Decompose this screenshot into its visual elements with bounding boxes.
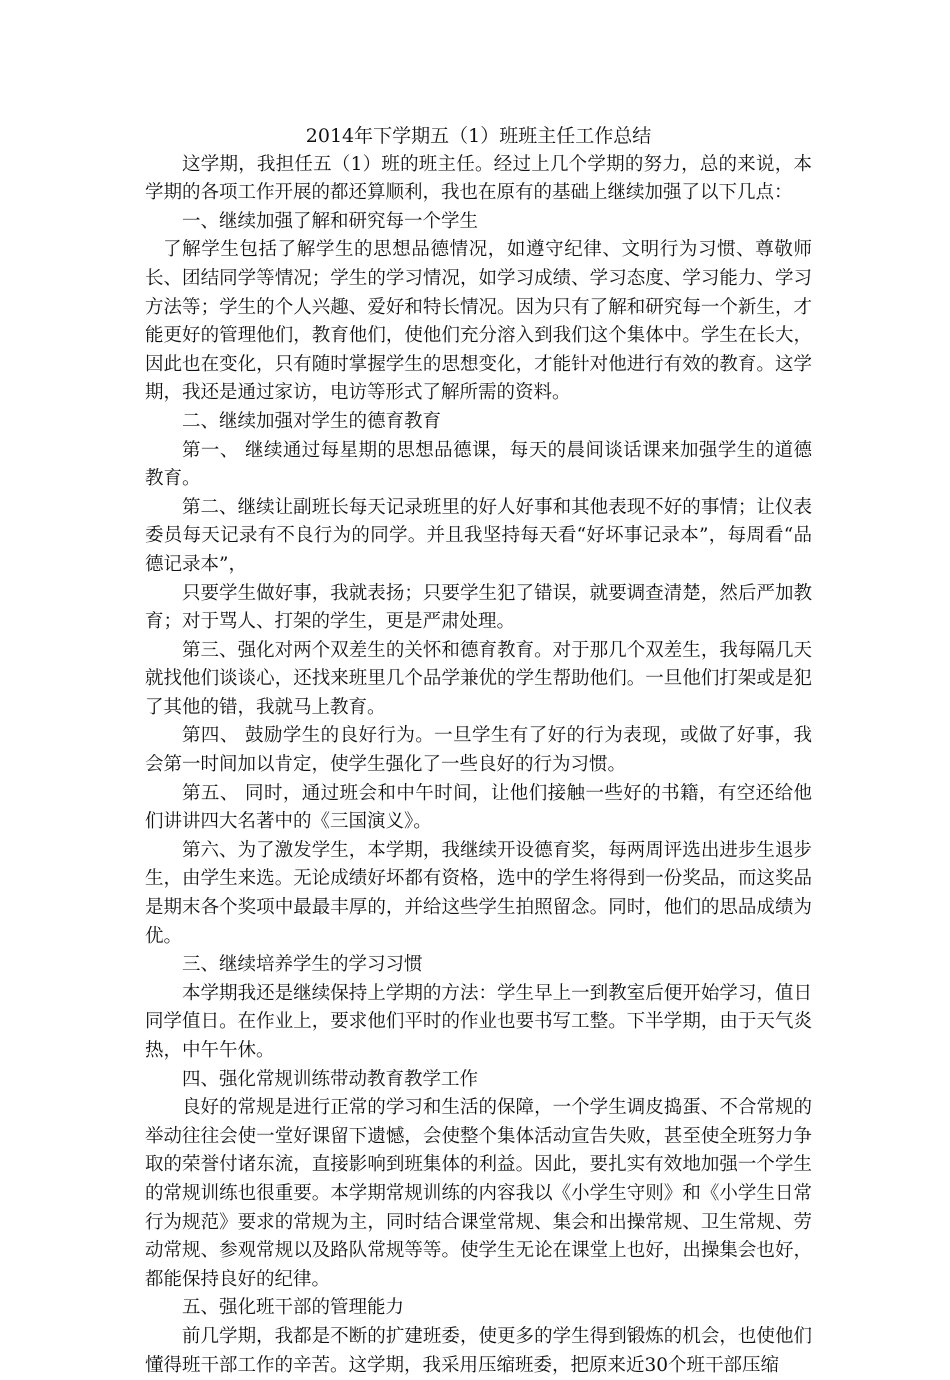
- paragraph: 本学期我还是继续保持上学期的方法：学生早上一到教室后便开始学习，值日同学值日。在作业上，要求他们平时的作业也要书写工整。下半学期，由于天气炎热，中午午休。: [145, 982, 812, 1061]
- section-heading-5: 五、强化班干部的管理能力: [182, 1297, 405, 1319]
- paragraph: 只要学生做好事，我就表扬；只要学生犯了错误，就要调查清楚，然后严加教育；对于骂人、打架的学生，更是严肃处理。: [145, 582, 812, 633]
- paragraph: 第五、 同时，通过班会和中午时间，让他们接触一些好的书籍，有空还给他们讲讲四大名著中的《三国演义》。: [145, 782, 812, 833]
- section-heading-2: 二、继续加强对学生的德育教育: [182, 410, 442, 432]
- section-heading-4: 四、强化常规训练带动教育教学工作: [182, 1068, 479, 1090]
- document-page: [145, 122, 812, 1380]
- paragraph-intro: 这学期，我担任五（1）班的班主任。经过上几个学期的努力，总的来说，本学期的各项工作开展的都还算顺利，我也在原有的基础上继续加强了以下几点：: [145, 153, 812, 204]
- section-heading-1: 一、继续加强了解和研究每一个学生: [182, 210, 479, 232]
- paragraph: 了解学生包括了解学生的思想品德情况，如遵守纪律、文明行为习惯、尊敬师长、团结同学等情况；学生的学习情况，如学习成绩、学习态度、学习能力、学习方法等；学生的个人兴趣、爱好和特长情况。因为只有了解和研究每一个新生，才能更好的管理他们，教育他们，使他们充分溶入到我们这个集体中。学生在长大，因此也在变化，只有随时掌握学生的思想变化，才能针对他进行有效的教育。这学期，我还是通过家访，电访等形式了解所需的资料。: [145, 239, 812, 404]
- paragraph: 第六、为了激发学生，本学期，我继续开设德育奖，每两周评选出进步生退步生，由学生来选。无论成绩好坏都有资格，选中的学生将得到一份奖品，而这奖品是期末各个奖项中最最丰厚的，并给这些学生拍照留念。同时，他们的思品成绩为优。: [145, 839, 812, 947]
- paragraph: 第四、 鼓励学生的良好行为。一旦学生有了好的行为表现，或做了好事，我会第一时间加以肯定，使学生强化了一些良好的行为习惯。: [145, 725, 812, 776]
- paragraph: 第一、 继续通过每星期的思想品德课，每天的晨间谈话课来加强学生的道德教育。: [145, 439, 812, 490]
- section-heading-3: 三、继续培养学生的学习习惯: [182, 954, 423, 976]
- paragraph: 前几学期，我都是不断的扩建班委，使更多的学生得到锻炼的机会，也使他们懂得班干部工作的辛苦。这学期，我采用压缩班委，把原来近30个班干部压缩: [145, 1325, 812, 1376]
- paragraph: 第三、强化对两个双差生的关怀和德育教育。对于那几个双差生，我每隔几天就找他们谈谈心，还找来班里几个品学兼优的学生帮助他们。一旦他们打架或是犯了其他的错，我就马上教育。: [145, 639, 812, 718]
- paragraph: 良好的常规是进行正常的学习和生活的保障，一个学生调皮捣蛋、不合常规的举动往往会使一堂好课留下遗憾，会使整个集体活动宣告失败，甚至使全班努力争取的荣誉付诸东流，直接影响到班集体的利益。因此，要扎实有效地加强一个学生的常规训练也很重要。本学期常规训练的内容我以《小学生守则》和《小学生日常行为规范》要求的常规为主，同时结合课堂常规、集会和出操常规、卫生常规、劳动常规、参观常规以及路队常规等等。使学生无论在课堂上也好，出操集会也好，都能保持良好的纪律。: [145, 1097, 812, 1290]
- document-title: 2014年下学期五（1）班班主任工作总结: [305, 125, 652, 147]
- paragraph: 第二、继续让副班长每天记录班里的好人好事和其他表现不好的事情；让仪表委员每天记录有不良行为的同学。并且我坚持每天看“好坏事记录本”，每周看“品德记录本”，: [145, 496, 812, 575]
